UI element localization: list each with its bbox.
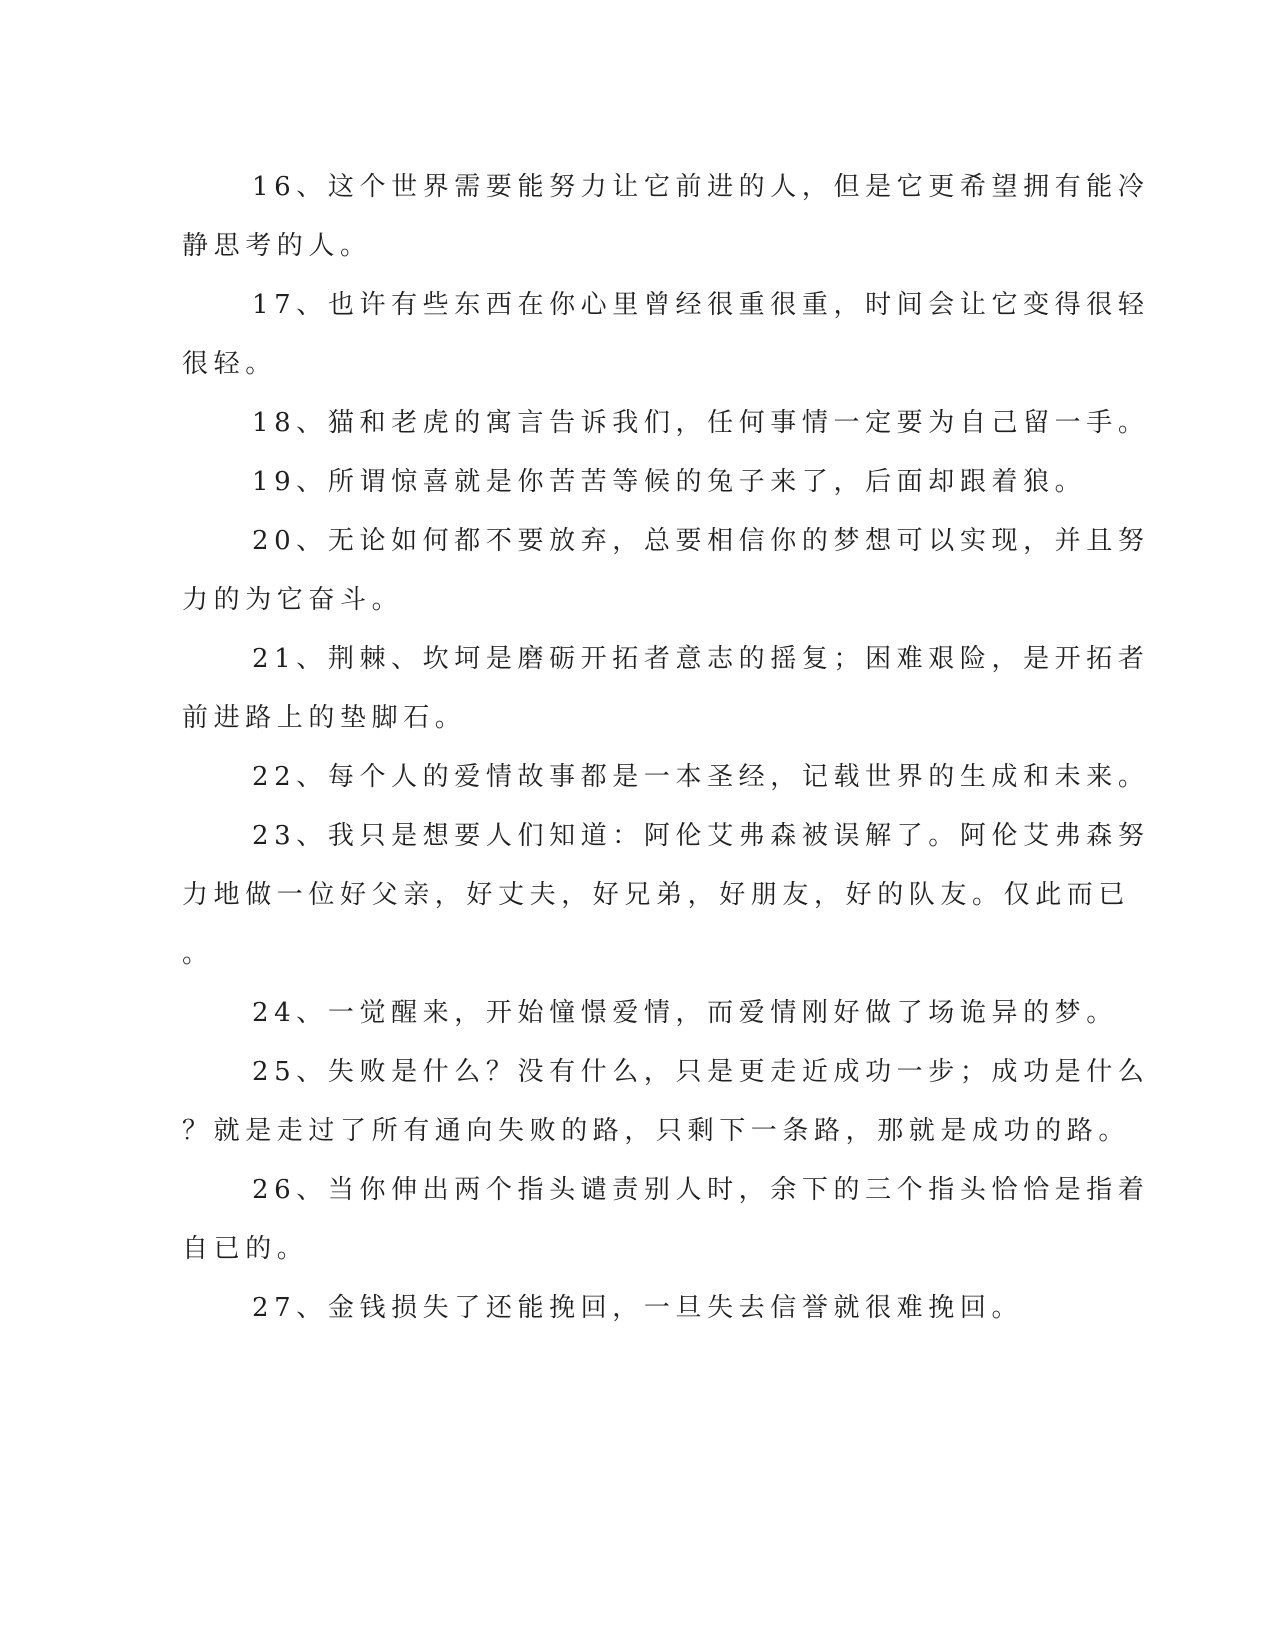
text-line: 力的为它奋斗。 <box>182 585 404 615</box>
text-line: 23、我只是想要人们知道：阿伦艾弗森被误解了。阿伦艾弗森努 <box>252 821 1150 851</box>
text-line: 27、金钱损失了还能挽回，一旦失去信誉就很难挽回。 <box>252 1293 1024 1323</box>
text-line: 。 <box>182 939 214 969</box>
text-line: ？就是走过了所有通向失败的路，只剩下一条路，那就是成功的路。 <box>182 1116 1131 1146</box>
text-line: 21、荆棘、坎坷是磨砺开拓者意志的摇复；困难艰险，是开拓者 <box>252 644 1150 674</box>
text-line: 很轻。 <box>182 349 277 379</box>
document-body <box>182 158 1150 1338</box>
text-line: 19、所谓惊喜就是你苦苦等候的兔子来了，后面却跟着狼。 <box>252 467 1087 497</box>
text-line: 26、当你伸出两个指头谴责别人时，余下的三个指头恰恰是指着 <box>252 1175 1150 1205</box>
text-line: 24、一觉醒来，开始憧憬爱情，而爱情刚好做了场诡异的梦。 <box>252 998 1118 1028</box>
text-line: 16、这个世界需要能努力让它前进的人，但是它更希望拥有能冷 <box>252 172 1150 202</box>
text-line: 17、也许有些东西在你心里曾经很重很重，时间会让它变得很轻 <box>252 290 1150 320</box>
text-line: 力地做一位好父亲，好丈夫，好兄弟，好朋友，好的队友。仅此而已 <box>182 880 1131 910</box>
text-line: 25、失败是什么？没有什么，只是更走近成功一步；成功是什么 <box>252 1057 1150 1087</box>
text-line: 自已的。 <box>182 1234 309 1264</box>
text-line: 静思考的人。 <box>182 231 372 261</box>
text-line: 18、猫和老虎的寓言告诉我们，任何事情一定要为自己留一手。 <box>252 408 1150 438</box>
text-line: 前进路上的垫脚石。 <box>182 703 467 733</box>
text-line: 22、每个人的爱情故事都是一本圣经，记载世界的生成和未来。 <box>252 762 1150 792</box>
text-line: 20、无论如何都不要放弃，总要相信你的梦想可以实现，并且努 <box>252 526 1150 556</box>
